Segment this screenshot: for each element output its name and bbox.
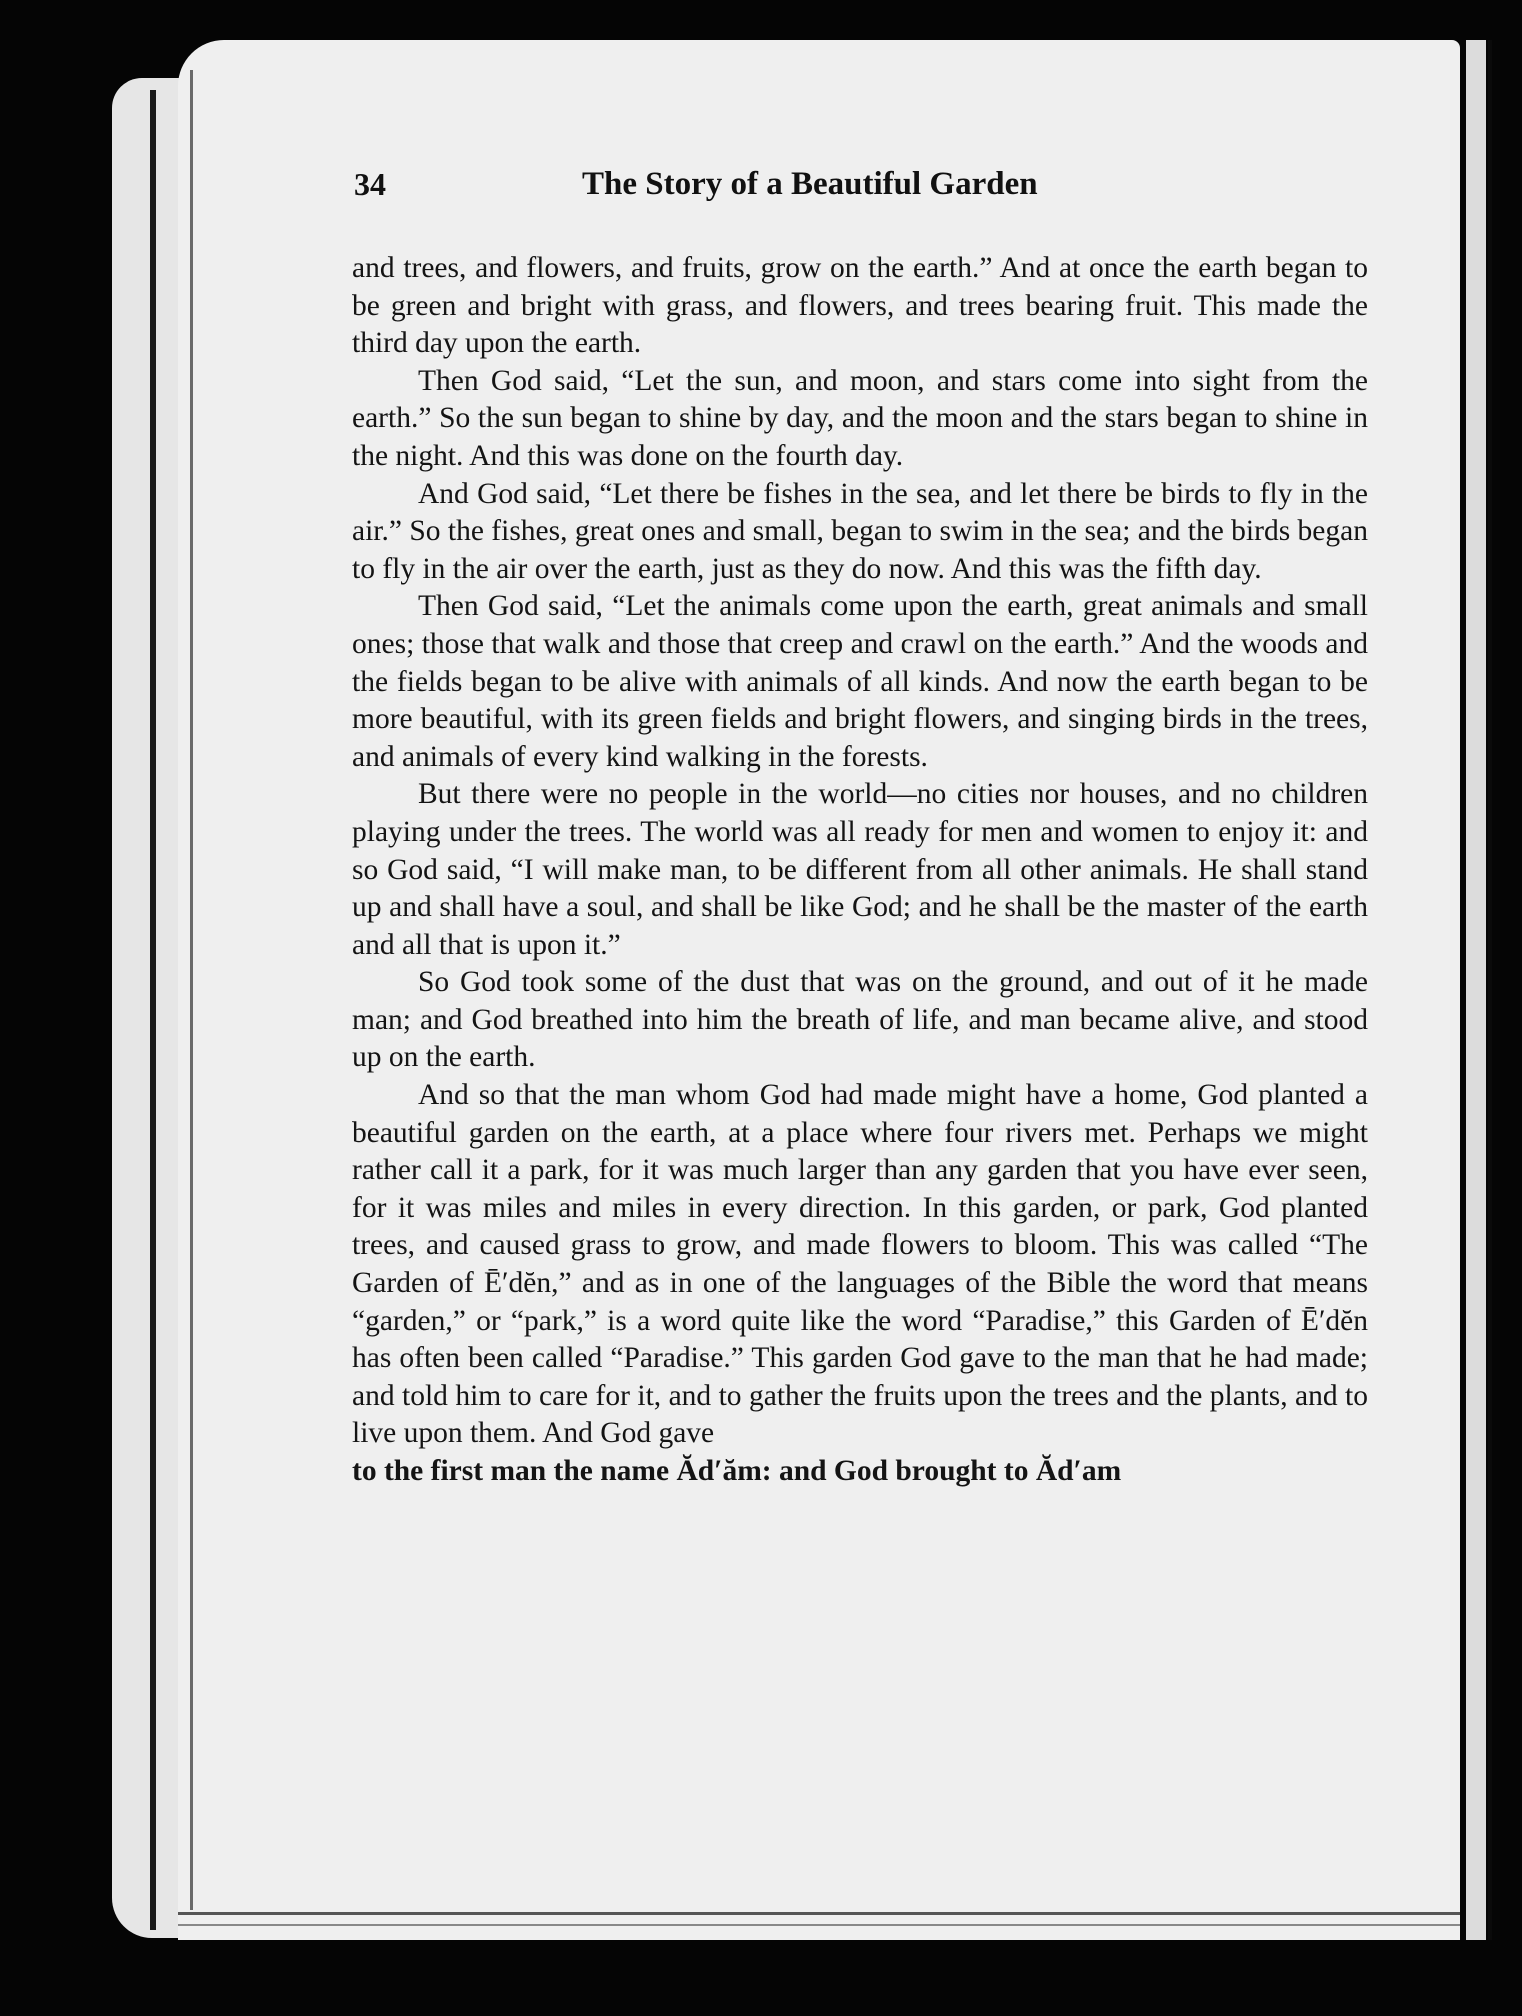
page-number: 34 (354, 166, 386, 202)
paragraph: And so that the man whom God had made might have a home, God planted a beautiful garden on the earth, at a place where four rivers met. Perhaps we might rather call it a park, for it was much larger than any garden that you have ever seen, for it was miles and miles in every direction. In this garden, or park, God planted trees, and caused grass to grow, and made flowers to bloom. This was called “The Garden of Ē′dĕn,” and as in one of the languages of the Bible the word that means “garden,” or “park,” is a word quite like the word “Paradise,” this Garden of Ē′dĕn has often been called “Paradise.” This garden God gave to the man that he had made; and told him to care for it, and to gather the fruits upon the trees and the plants, and to live upon them. And God gave (352, 1079, 1368, 1450)
paragraph: Then God said, “Let the animals come upon the earth, great animals and small ones; those that walk and those that creep and crawl on the earth.” And the woods and the fields began to be alive with animals of all kinds. And now the earth began to be more beautiful, with its green fields and bright flowers, and singing birds in the trees, and animals of every kind walking in the forests. (352, 590, 1368, 773)
paragraph: Then God said, “Let the sun, and moon, and stars come into sight from the earth.” So the sun began to shine by day, and the moon and the stars began to shine in the night. And this was done on the fourth day. (352, 364, 1368, 472)
page-bottom-edge (178, 1912, 1460, 1915)
spine-shadow-line (150, 90, 156, 1930)
body-text (352, 250, 1368, 1491)
paragraph: So God took some of the dust that was on the ground, and out of it he made man; and God breathed into him the breath of life, and man became alive, and stood up on the earth. (352, 966, 1368, 1074)
page-inner-border (190, 70, 193, 1910)
last-line: to the first man the name Ăd′ăm: and God brought to Ăd′am (352, 1455, 1122, 1487)
running-title: The Story of a Beautiful Garden (582, 166, 1038, 202)
facing-page-shadow-line (1488, 40, 1492, 1940)
paragraph: and trees, and flowers, and fruits, grow on the earth.” And at once the earth began to be green and bright with grass, and flowers, and trees bearing fruit. This made the third day upon the earth. (352, 252, 1368, 360)
running-header (354, 166, 1154, 210)
paragraph: But there were no people in the world—no cities nor houses, and no children playing under the trees. The world was all ready for men and women to enjoy it: and so God said, “I will make man, to be different from all other animals. He shall stand up and shall have a soul, and shall be like God; and he shall be the master of the earth and all that is upon it.” (352, 778, 1368, 961)
paragraph: And God said, “Let there be fishes in the sea, and let there be birds to fly in the air.” So the fishes, great ones and small, began to swim in the sea; and the birds began to fly in the air over the earth, just as they do now. And this was the fifth day. (352, 477, 1368, 585)
facing-page-edge (1466, 40, 1486, 1940)
page-bottom-edge-secondary (178, 1924, 1460, 1926)
